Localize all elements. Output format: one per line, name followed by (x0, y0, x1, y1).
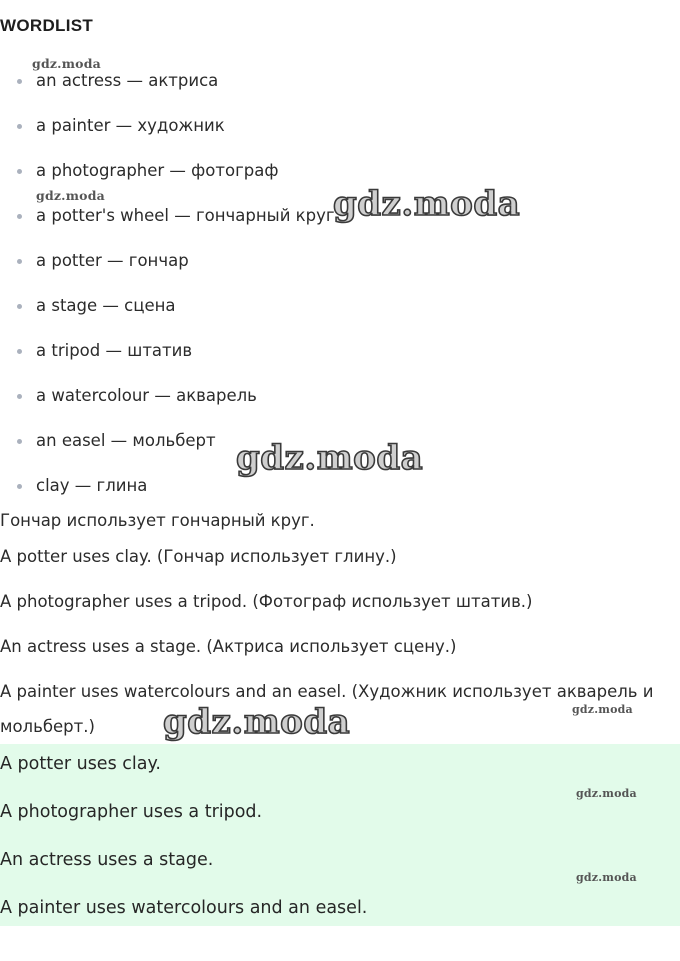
list-item (0, 429, 680, 474)
list-item (0, 159, 680, 204)
watermark-small: gdz.moda (32, 56, 101, 71)
list-item (0, 69, 680, 114)
watermark-small: gdz.moda (572, 703, 633, 716)
list-item (0, 339, 680, 384)
watermark-small: gdz.moda (576, 787, 637, 800)
answer-line: A painter uses watercolours and an easel. (0, 898, 368, 918)
word-entry: clay — глина (36, 476, 148, 495)
list-item (0, 384, 680, 429)
answer-line: An actress uses a stage. (0, 850, 214, 870)
bullet-icon (17, 484, 22, 489)
answer-box (0, 744, 680, 926)
answer-line: A photographer uses a tripod. (0, 802, 263, 822)
bullet-icon (17, 394, 22, 399)
word-entry: a tripod — штатив (36, 341, 193, 360)
word-entry: a potter — гончар (36, 251, 189, 270)
wordlist (0, 69, 680, 519)
word-entry: an easel — мольберт (36, 431, 216, 450)
word-entry: a watercolour — акварель (36, 386, 257, 405)
bullet-icon (17, 349, 22, 354)
watermark-small: gdz.moda (36, 188, 105, 203)
word-entry: a painter — художник (36, 116, 225, 135)
bullet-icon (17, 439, 22, 444)
word-entry: a stage — сцена (36, 296, 176, 315)
list-item (0, 204, 680, 249)
example-sentence: A photographer uses a tripod. (Фотограф использует штатив.) (0, 592, 533, 611)
bullet-icon (17, 79, 22, 84)
example-sentence: Гончар использует гончарный круг. (0, 511, 315, 530)
bullet-icon (17, 169, 22, 174)
example-sentence: An actress uses a stage. (Актриса использует сцену.) (0, 637, 457, 656)
word-entry: an actress — актриса (36, 71, 219, 90)
bullet-icon (17, 304, 22, 309)
example-sentence: A painter uses watercolours and an easel. (Художник использует акварель и мольберт.) (0, 682, 654, 736)
example-sentence: A potter uses clay. (Гончар использует глину.) (0, 547, 397, 566)
watermark-big: gdz.moda (236, 438, 424, 478)
watermark-big: gdz.moda (333, 184, 521, 224)
list-item (0, 294, 680, 339)
word-entry: a photographer — фотограф (36, 161, 279, 180)
bullet-icon (17, 214, 22, 219)
list-item (0, 114, 680, 159)
wordlist-heading: WORDLIST (0, 16, 94, 35)
word-entry: a potter's wheel — гончарный круг (36, 206, 335, 225)
list-item (0, 249, 680, 294)
bullet-icon (17, 124, 22, 129)
bullet-icon (17, 259, 22, 264)
watermark-big: gdz.moda (163, 702, 351, 742)
answer-line: A potter uses clay. (0, 754, 161, 774)
watermark-small: gdz.moda (576, 871, 637, 884)
